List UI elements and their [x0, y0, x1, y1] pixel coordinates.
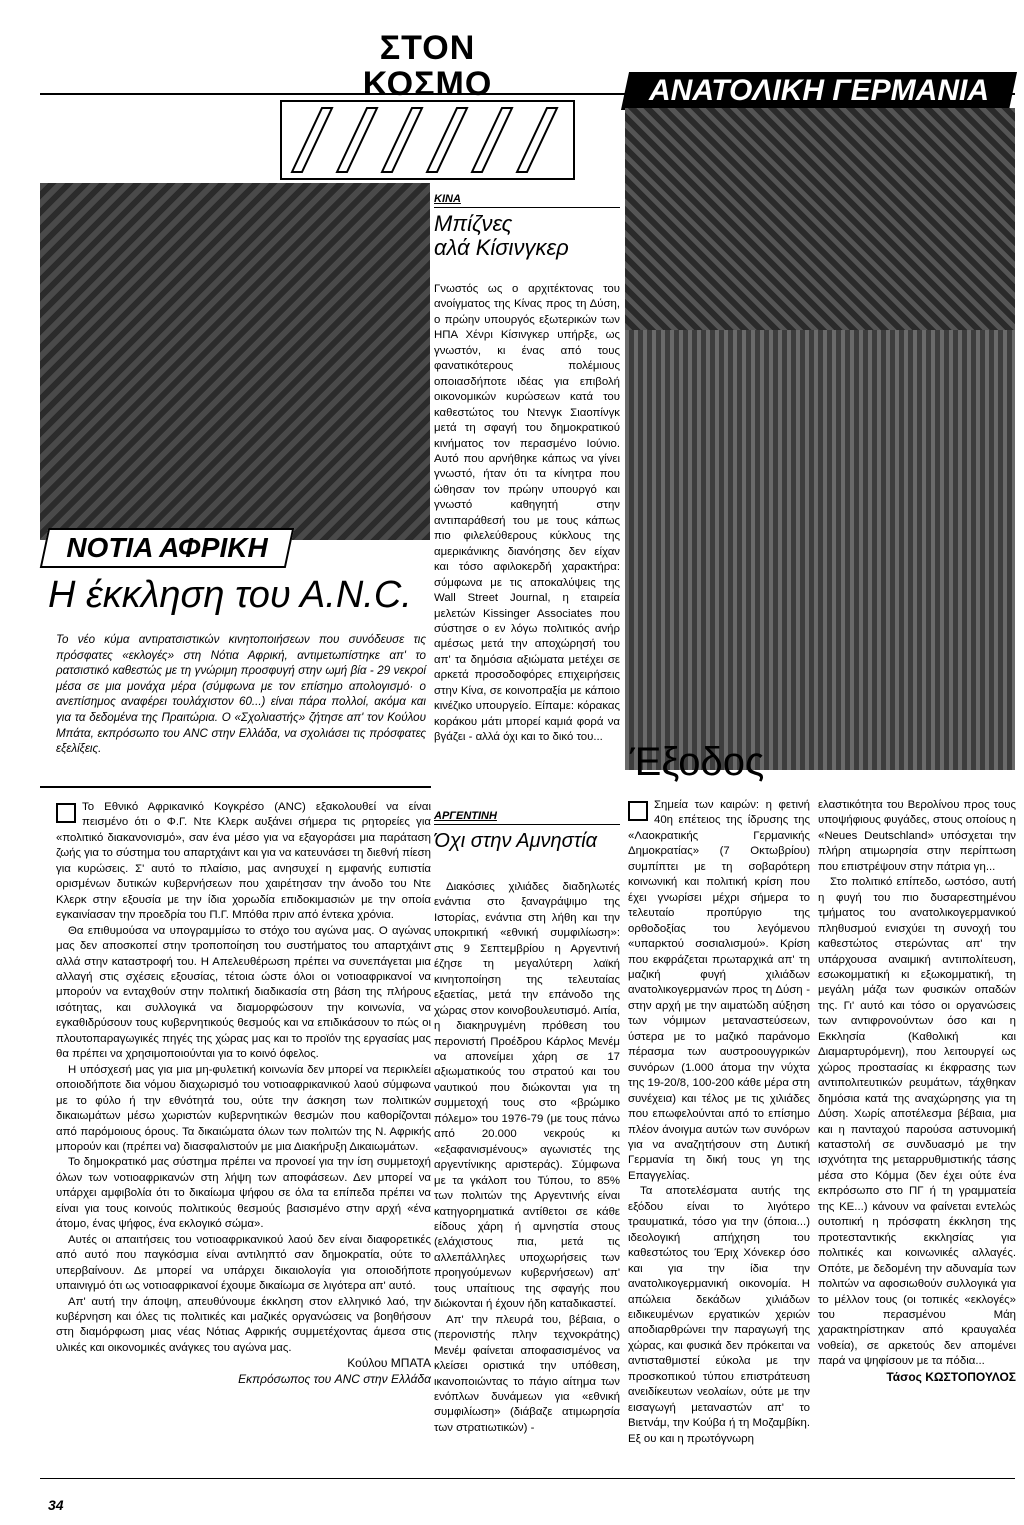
china-body: Γνωστός ως ο αρχιτέκτονας του ανοίγματος της Κίνας προς τη Δύση, ο πρώην υπουργός εξωτερικών των ΗΠΑ Χένρι Κίσινγκερ υπήρξε, ως γνωστόν, κι ένας από τους φανατικότερους πολέμιους οποιασδήποτε ιδέας για επιβολή οικονομικών κυρώσεων κατά του καθεστώτος του Ντενγκ Σιαοπίνγκ μετά τη σφαγή του δημοκρατικού κινήματος τον περασμένο Ιούνιο. Αυτό που αρνήθηκε κάπως να γίνει γνωστό, ήταν ότι τα κίνητρα που ώθησαν τον πρώην υπουργό και γνωστό καθηγητή στην αντιπαράθεσή του με τους κάπως πιο φιλελεύθερους κύκλους της αμερικάνικης διανόησης δεν είχαν και τόσο αφιλοκερδή χαρακτήρα: σύμφωνα με τις αποκαλύψεις της Wall Street Journal, η εταιρεία μελετών Kissinger Associates που σύστησε ο εν λόγω πολιτικός ανήρ αμέσως μετά την αποχώρησή του απ' τα δημόσια αξιώματα μετέχει σε αρκετά προσοδοφόρες επιχειρήσεις στην Κίνα, σε κοινοπραξία με κάποιο κινέζικο υπουργείο. Είπαμε: κόρακας κοράκου μάτι μπορεί καμιά φορά να βγάζει - αλλά όχι και το δικό του...	[434, 283, 620, 744]
south-africa-rule	[40, 786, 431, 788]
argentina-headline: Όχι στην Αμνηστία	[434, 830, 598, 852]
south-africa-body: Το Εθνικό Αφρικανικό Κογκρέσο (ANC) εξακολουθεί να είναι πεισμένο ότι ο Φ.Γ. Ντε Κλερκ αυξάνει σήμερα τις ρητορείες για «πολιτικό διακανονισμό», σαν ένα μέσο για να εξαγοράσει μια παράταση ζωής για το σύστημα του απαρτχάιντ και για να κατευνάσει τη διεθνή πίεση για κυρώσεις. Σ' αυτό το πλαίσιο, μας ανησυχεί η εμφανής ευπιστία ορισμένων δυτικών κυβερνήσεων που χαιρέτησαν την άνοδο του Ντε Κλερκ στην εξουσία με την ίδια χορωδία επιδοκιμασιών με την οποία εγκαινίασαν την προεδρία του Π.Γ. Μπόθα πριν από έντεκα χρόνια. Θα επιθυμούσα να υπογραμμίσω το στόχο του αγώνα μας. Ο αγώνας μας δεν αποσκοπεί στην τροποποίηση του συστήματος του απαρτχάιντ αλλά στην καταστροφή του. Η Απελευθέρωση πρέπει να συνεπάγεται μια αλλαγή στις σχέσεις εξουσίας, τέτοια ώστε όλοι οι νοτιοαφρικανοί να μπορούν να ενταχθούν στην πολιτική διαδικασία στη βάση της πλήρους ισότητας, και συλλογικά να διαμορφώσουν την κοινωνία, να εγκαθιδρύσουν τους κυβερνητικούς θεσμούς και να επιδικάσουν το πώς οι πλουτοπαραγωγικές πηγές της χώρας μας και το προϊόν της εργασίας μας θα πρέπει να χρησιμοποιούνται για το κοινό όφελος. Η υπόσχεσή μας για μια μη-φυλετική κοινωνία δεν μπορεί να περικλείει οποιοδήποτε δια νόμου διαχωρισμό του νοτιοαφρικανικού λαού σύμφωνα με το φύλο ή την εθνότητά του, ούτε την άσκηση των πολιτικών δικαιωμάτων μέσω χωριστών κυβερνητικών θεσμών που καθορίζονται από παρόμοιους όρους. Τα δικαιώματα όλων των πολιτών της Ν. Αφρικής μπορούν και (πρέπει να) διασφαλιστούν με μια Διακήρυξη Δικαιωμάτων. Το δημοκρατικό μας σύστημα πρέπει να προνοεί για την ίση συμμετοχή όλων των νοτιοαφρικανών στη λήψη των αποφάσεων. Δεν μπορεί να υπάρχει αμφιβολία ότι το δικαίωμα ψήφου σε όλα τα επίπεδα πρέπει να είναι για τους κοινούς πολιτικούς θεσμούς βασισμένο στην αρχή «ένα άτομο, ένας ψήφος, ένα εκλογικό σώμα». Αυτές οι απαιτήσεις του νοτιοαφρικανικού λαού δεν είναι διαφορετικές από αυτό που παγκόσμια είναι αντιληπτό σαν δημοκρατία, ούτε το υπερβαίνουν. Δε μπορεί να υπάρχει δικαιολογία για οποιοδήποτε υπαινιγμό ότι ως νοτιοαφρικανοί έχουμε δικαίωμα σε λιγότερα απ' αυτό. Απ' αυτή την άποψη, απευθύνουμε έκκληση στον ελληνικό λαό, την κυβέρνηση και όλες τις πολιτικές και μαζικές οργανώσεις να βοηθήσουν στη διαμόρφωση μιας νέας Νότιας Αφρικής συμμετέχοντας άμεσα στις υλικές και οικονομικές ανάγκες του αγώνα μας. Κούλου ΜΠΑΤΑ Εκπρόσωπος του ANC στην Ελλάδα	[56, 801, 431, 1386]
argentina-tag: ΑΡΓΕΝΤΙΝΗ	[434, 810, 497, 822]
masthead-top-text: ΣΤΟΝ ΚΟΣΜΟ	[362, 29, 493, 103]
masthead-logo-art	[282, 102, 573, 178]
east-germany-banner: ΑΝΑΤΟΛΙΚΗ ΓΕΡΜΑΝΙΑ	[621, 72, 1017, 110]
east-germany-col1: Σημεία των καιρών: η φετινή 40η επέτειος της ίδρυσης της «Λαοκρατικής Γερμανικής Δημοκρατίας» (7 Οκτωβρίου) συμπίπτει με τη σοβαρότερη κοινωνική και πολιτική κρίση που έχει γνωρίσει μέχρι σήμερα το τελευταίο προπύργιο της ορθοδοξίας του λεγόμενου «υπαρκτού σοσιαλισμού». Κρίση που εκφράζεται πρωταρχικά απ' τη μαζική φυγή χιλιάδων ανατολικογερμανών προς τη Δύση - στην αρχή με την αιματώδη αύξηση των νόμιμων μεταναστεύσεων, ύστερα με το μαζικό παράνομο πέρασμα των αυστροουγγρικών συνόρων (1.000 άτομα την νύχτα της 19-20/8, 100-200 κάθε μέρα στη συνέχεια) και τέλος με τις χιλιάδες που επωφελούνται από το επίσημο πλέον άνοιγμα αυτών των συνόρων για να αναζητήσουν στη Δυτική Γερμανία τη δική τους γη της Επαγγελίας. Τα αποτελέσματα αυτής της εξόδου είναι το λιγότερο τραυματικά, τόσο για την (όποια...) ιδεολογική απήχηση του καθεστώτος του Έριχ Χόνεκερ όσο και για την ίδια την ανατολικογερμανική οικονομία. Η απώλεια δεκάδων χιλιάδων ειδικευμένων εργατικών χεριών αποδιαρθρώνει την παραγωγή της χώρας, και φυσικά δεν πρόκειται να αντισταθμιστεί εύκολα με την προσκοπικού τύπου επιστράτευση ανειδίκευτων νεολαίων, ούτε με την εισαγωγή μεταναστών απ' το Βιετνάμ, την Κούβα ή τη Μοζαμβίκη. Εξ ου και η πρωτόγνωρη	[628, 799, 810, 1445]
masthead-logo	[280, 100, 575, 180]
dropcap-box	[56, 803, 76, 823]
south-africa-title: Η έκκληση του Α.Ν.C.	[48, 574, 412, 616]
south-africa-signature-role: Εκπρόσωπος του ANC στην Ελλάδα	[238, 1371, 431, 1386]
dropcap-box	[628, 801, 648, 821]
photo-car-passengers	[625, 108, 1015, 330]
argentina-body: Διακόσιες χιλιάδες διαδηλωτές ενάντια στο ξαναγράψιμο της Ιστορίας, ενάντια στη λήθη και την υποκριτική «εθνική συμφιλίωση»: στις 9 Σεπτεμβρίου η Αργεντινή έζησε τη μεγαλύτερη λαϊκή κινητοποίηση της τελευταίας εξαετίας, μετά την επάνοδο της χώρας στον κοινοβουλευτισμό. Αιτία, η διακηρυγμένη πρόθεση του περονιστή Προέδρου Κάρλος Μενέμ να απονείμει χάρη σε 17 αξιωματικούς του στρατού και του ναυτικού που διώκονται για τη συμμετοχή τους στο «βρώμικο πόλεμο» του 1976-79 (με τους πάνω από 20.000 νεκρούς κι «εξαφανισμένους» αγωνιστές της αργεντίνικης αριστεράς). Σύμφωνα με τα γκάλοπ του Τύπου, το 85% των πολιτών της Αργεντινής είναι κατηγορηματικά αντίθετοι σε κάθε είδους χάρη ή αμνηστία στους (ελάχιστους πια, μετά τις αλλεπάλληλες υποχωρήσεις των προηγούμενων κυβερνήσεων) απ' τους υπαίτιους της σφαγής που διώκονται ή έχουν ήδη καταδικαστεί. Απ' την πλευρά του, βέβαια, ο (περονιστής πλην τεχνοκράτης) Μενέμ φαίνεται αποφασισμένος να κλείσει οριστικά την υπόθεση, ικανοποιώντας το πάγιο αίτημα των ενόπλων δυνάμεων για «εθνική συμφιλίωση» (διάβαζε ατιμωρησία των στρατιωτικών) -	[434, 881, 620, 1434]
south-africa-signature-name: Κούλου ΜΠΑΤΑ	[347, 1356, 431, 1371]
south-africa-lead: Το νέο κύμα αντιρατσιστικών κινητοποιήσεων που συνόδευσε τις πρόσφατες «εκλογές» στη Νότια Αφρική, αντιμετωπίστηκε απ' το ρατσιστικό καθεστώς με τη γνώριμη προσφυγή στην ωμή βία - 29 νεκροί μέσα σε μια μονάχα μέρα (σύμφωνα με τον επίσημο απολογισμό· ο ανεπίσημος αναφέρει τουλάχιστον 60...) είναι πάρα πολλοί, ακόμα και για τα δεδομένα της Πραιτώρια. Ο «Σχολιαστής» ζήτησε απ' τον Κούλου Μπάτα, εκπρόσωπο του ANC στην Ελλάδα, να σχολιάσει τις πρόσφατες εξελίξεις.	[56, 633, 426, 756]
masthead	[280, 30, 575, 178]
photo-railway-track	[625, 330, 1015, 770]
china-headline-1: Μπίζνες	[434, 211, 513, 236]
china-rule	[434, 207, 620, 208]
east-germany-col2: ελαστικότητα του Βερολίνου προς τους υποψήφιους φυγάδες, στους οποίους η «Neues Deutschland» υπόσχεται την πλήρη ατιμωρησία στην περίπτωση που επιστρέψουν στην πάτρια γη... Στο πολιτικό επίπεδο, ωστόσο, αυτή η φυγή του πιο δυσαρεστημένου τμήματος του ανατολικογερμανικού πληθυσμού ενισχύει τη συνοχή του καθεστώτος στερώντας απ' την υπάρχουσα αναιμική αντιπολίτευση, εσωκομματική κι εξωκομματική, τη μεγάλη μάζα των φυσικών οπαδών της. Γι' αυτό και τόσο οι οργανώσεις των αντιφρονούντων όσο και η Εκκλησία (Καθολική και Διαμαρτυρόμενη), που λειτουργεί ως χώρος προστασίας κι έκφρασης των αντιπολιτευτικών ρευμάτων, τάχθηκαν δημόσια κατά της αναχώρησης για τη Δύση. Χωρίς αποτέλεσμα βέβαια, μια και η πανταχού παρούσα αστυνομική καταστολή σε συνδυασμό με την ισχνότητα της μεταρρυθμιστικής τάσης μέσα στο Κόμμα (δεν έχει ούτε ένα εκπρόσωπο στο ΠΓ ή τη γραμματεία της ΚΕ...) κάνουν να φαίνεται εντελώς ουτοπική η πρόσφατη έκκληση της προτεσταντικής εκκλησίας για πολιτικές και κοινωνικές αλλαγές. Οπότε, με δεδομένη την αδυναμία των πολιτών να αφοσιωθούν συλλογικά για το μέλλον τους (οι τοπικές «εκλογές» του περασμένου Μάη χαρακτηρίστηκαν από κραυγαλέα νοθεία), σε αρκετούς δεν απομένει παρά να ψηφίσουν με τα πόδια... Τάσος ΚΩΣΤΟΠΟΥΛΟΣ	[818, 799, 1016, 1384]
argentina-rule	[434, 824, 620, 825]
argentina-section	[434, 810, 620, 853]
photo-guards	[40, 183, 430, 540]
east-germany-headline: Έξοδος	[630, 740, 765, 784]
footer-rule	[40, 1478, 1015, 1479]
east-germany-signature: Τάσος ΚΩΣΤΟΠΟΥΛΟΣ	[886, 1369, 1016, 1384]
page-number: 34	[48, 1497, 64, 1513]
china-section	[434, 193, 620, 260]
china-tag: ΚΙΝΑ	[434, 193, 461, 205]
china-headline-2: αλά Κίσινγκερ	[434, 235, 569, 260]
south-africa-tab: ΝΟΤΙΑ ΑΦΡΙΚΗ	[40, 528, 295, 568]
